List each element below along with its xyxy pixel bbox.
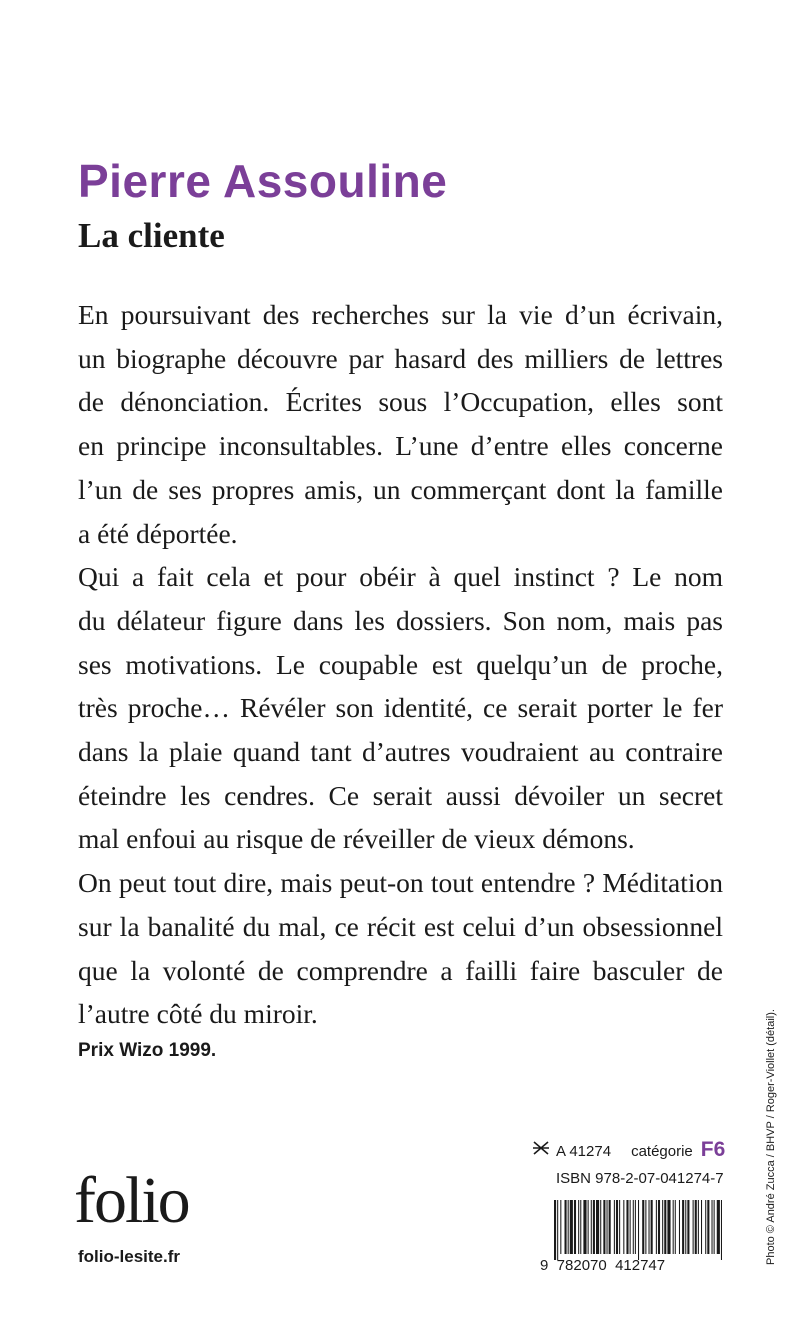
barcode-bar	[638, 1200, 639, 1260]
folio-logo: folio	[74, 1164, 189, 1237]
blurb-line: un biographe découvre par hasard des milliers de lettres	[78, 342, 723, 374]
blurb-line: En poursuivant des recherches sur la vie d’un écrivain,	[78, 299, 723, 330]
blurb-line: Qui a fait cela et pour obéir à quel instinct ? Le nom	[78, 561, 723, 593]
author-name: Pierre Assouline	[78, 155, 448, 207]
barcode-bar	[642, 1200, 644, 1254]
barcode-bar	[667, 1200, 670, 1254]
barcode-bar	[568, 1200, 569, 1254]
barcode	[536, 1198, 728, 1274]
barcode-bar	[557, 1200, 558, 1260]
barcode-bar	[616, 1200, 618, 1254]
barcode-bars	[554, 1200, 722, 1260]
barcode-bar	[687, 1200, 689, 1254]
barcode-bar	[675, 1200, 676, 1254]
barcode-bar	[630, 1200, 631, 1254]
barcode-bar	[662, 1200, 663, 1254]
barcode-bar	[682, 1200, 684, 1254]
barcode-bar	[603, 1200, 605, 1254]
barcode-bar	[635, 1200, 636, 1254]
barcode-bar	[685, 1200, 686, 1254]
barcode-bar	[717, 1200, 720, 1254]
barcode-bar	[658, 1200, 660, 1254]
prize-note: Prix Wizo 1999.	[78, 1040, 217, 1061]
barcode-bar	[651, 1200, 653, 1254]
blurb-line: éteindre les cendres. Ce serait aussi dévoiler un secret	[78, 779, 723, 811]
blurb-line: en principe inconsultables. L’une d’entre elles concerne	[78, 430, 723, 462]
catalog-code-line	[532, 1138, 725, 1162]
barcode-bar	[645, 1200, 646, 1254]
barcode-bar	[570, 1200, 573, 1254]
barcode-bar	[614, 1200, 615, 1254]
publisher-website: folio-lesite.fr	[78, 1247, 181, 1266]
barcode-bar	[649, 1200, 650, 1254]
barcode-bar	[714, 1200, 715, 1254]
blurb-line: l’un de ses propres amis, un commerçant dont la famille	[78, 473, 723, 505]
barcode-bar	[701, 1200, 702, 1254]
barcode-bar	[695, 1200, 697, 1254]
blurb-line: dans la plaie quand tant d’autres voudraient au contraire	[78, 736, 723, 768]
barcode-bar	[698, 1200, 699, 1254]
barcode-bar	[560, 1200, 561, 1254]
barcode-bar	[705, 1200, 706, 1254]
barcode-bar	[596, 1200, 599, 1254]
blurb-line: l’autre côté du miroir.	[78, 998, 318, 1030]
barcode-bar	[693, 1200, 694, 1254]
barcode-bar	[580, 1200, 581, 1254]
barcode-bar	[679, 1200, 680, 1254]
barcode-bar	[593, 1200, 595, 1254]
barcode-bar	[623, 1200, 624, 1254]
blurb-line: du délateur figure dans les dossiers. Son nom, mais pas	[78, 604, 723, 636]
blurb-line: très proche… Révéler son identité, ce serait porter le fer	[78, 692, 723, 724]
photo-credit: Photo © André Zucca / BHVP / Roger-Viollet (détail).	[765, 1009, 777, 1265]
barcode-digits: 9 782070 412747	[540, 1257, 666, 1274]
blurb-line: de dénonciation. Écrites sous l’Occupation, elles sont	[78, 386, 723, 418]
back-cover-blurb	[78, 293, 723, 1036]
book-title: La cliente	[78, 216, 225, 255]
barcode-bar	[574, 1200, 576, 1254]
publisher-emblem-icon	[532, 1140, 550, 1156]
blurb-line: mal enfoui au risque de réveiller de vieux démons.	[78, 823, 635, 855]
category-label: catégorie	[631, 1143, 693, 1160]
barcode-bar	[656, 1200, 657, 1254]
catalog-code: A 41274	[556, 1143, 612, 1160]
blurb-line: sur la banalité du mal, ce récit est celui d’un obsessionnel	[78, 910, 723, 942]
barcode-bar	[607, 1200, 608, 1254]
category-code: F6	[700, 1138, 726, 1161]
barcode-bar	[609, 1200, 611, 1254]
barcode-bar	[583, 1200, 586, 1254]
barcode-bar	[673, 1200, 674, 1254]
barcode-bar	[619, 1200, 620, 1254]
isbn-number: ISBN 978-2-07-041274-7	[556, 1170, 724, 1187]
barcode-bar	[626, 1200, 628, 1254]
barcode-bar	[664, 1200, 666, 1254]
barcode-bar	[600, 1200, 601, 1254]
barcode-bar	[712, 1200, 713, 1254]
blurb-line: que la volonté de comprendre a failli faire basculer de	[78, 954, 723, 986]
barcode-bar	[591, 1200, 592, 1254]
barcode-bar	[588, 1200, 589, 1254]
barcode-bar	[633, 1200, 634, 1254]
barcode-bar	[721, 1200, 722, 1260]
barcode-bar	[578, 1200, 579, 1254]
barcode-bar	[707, 1200, 709, 1254]
blurb-line: a été déportée.	[78, 517, 238, 549]
blurb-line: ses motivations. Le coupable est quelqu’un de proche,	[78, 648, 723, 680]
barcode-bar	[554, 1200, 556, 1260]
barcode-bar	[565, 1200, 567, 1254]
blurb-line: On peut tout dire, mais peut-on tout entendre ? Méditation	[78, 867, 723, 899]
